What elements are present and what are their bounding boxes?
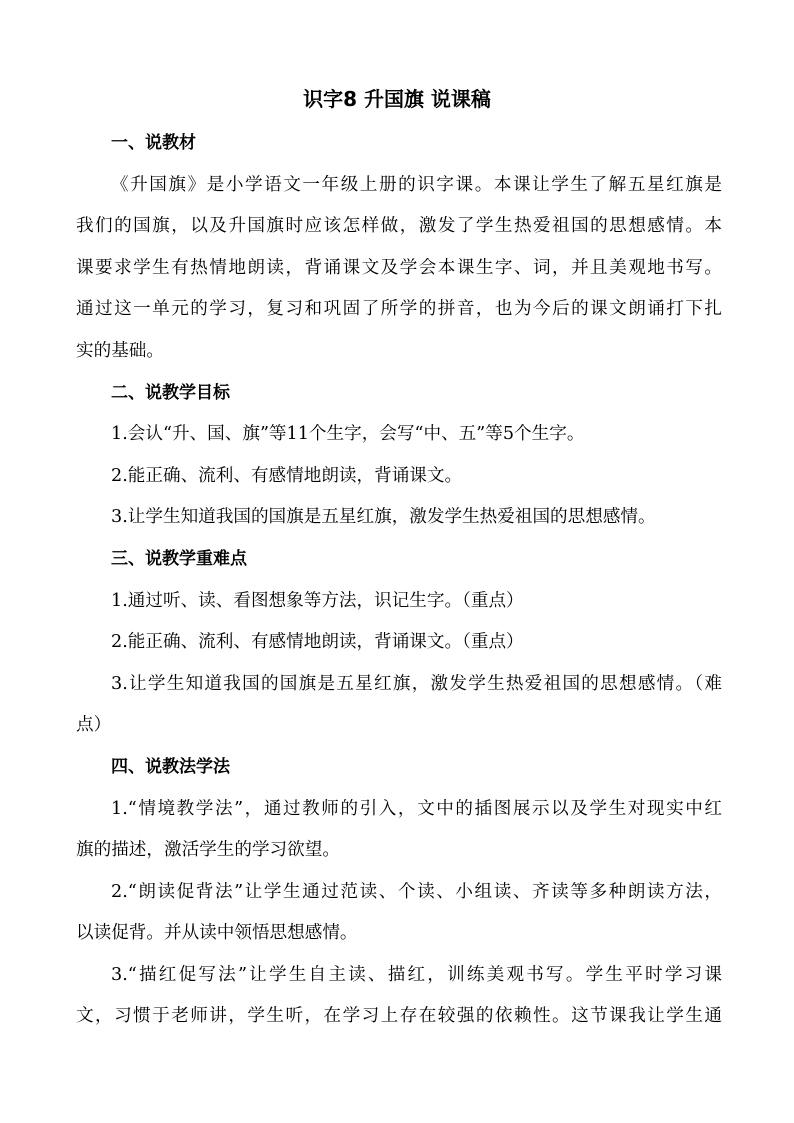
- section-heading-1: 一、说教材: [111, 133, 196, 153]
- section-heading-4: 四、说教法学法: [111, 756, 230, 777]
- list-item: 3.让学生知道我国的国旗是五星红旗，激发学生热爱祖国的思想感情。（难: [111, 673, 722, 694]
- list-item-continuation: 点）: [76, 715, 112, 736]
- list-item-continuation: 以读促背。并从读中领悟思想感情。: [76, 923, 358, 944]
- list-item: 3.“描红促写法”让学生自主读、描红，训练美观书写。学生平时学习课: [111, 964, 722, 985]
- list-item-continuation: 旗的描述，激活学生的学习欲望。: [76, 840, 340, 861]
- section-heading-3: 三、说教学重难点: [111, 548, 247, 569]
- list-item: 1.通过听、读、看图想象等方法，识记生字。（重点）: [111, 590, 524, 611]
- paragraph-line: 《升国旗》是小学语文一年级上册的识字课。本课让学生了解五星红旗是: [111, 174, 722, 195]
- list-item: 1.“情境教学法”，通过教师的引入，文中的插图展示以及学生对现实中红: [111, 798, 722, 819]
- document-title: 识字8 升国旗 说课稿: [303, 87, 491, 111]
- document-body: [76, 123, 722, 1038]
- list-item: 1.会认“升、国、旗”等11个生字，会写“中、五”等5个生字。: [111, 424, 585, 445]
- paragraph-line: 我们的国旗，以及升国旗时应该怎样做，激发了学生热爱祖国的思想感情。本: [76, 216, 722, 237]
- list-item: 2.能正确、流利、有感情地朗读，背诵课文。（重点）: [111, 632, 524, 653]
- list-item: 2.能正确、流利、有感情地朗读，背诵课文。: [111, 465, 463, 486]
- paragraph-line: 实的基础。: [76, 340, 164, 361]
- paragraph-line: 课要求学生有热情地朗读，背诵课文及学会本课生字、词，并且美观地书写。: [76, 257, 722, 278]
- list-item-continuation: 文，习惯于老师讲，学生听，在学习上存在较强的依赖性。这节课我让学生通: [76, 1006, 722, 1027]
- list-item: 3.让学生知道我国的国旗是五星红旗，激发学生热爱祖国的思想感情。: [111, 507, 656, 528]
- paragraph-line: 通过这一单元的学习，复习和巩固了所学的拼音，也为今后的课文朗诵打下扎: [76, 299, 722, 320]
- section-heading-2: 二、说教学目标: [111, 382, 230, 403]
- list-item: 2.“朗读促背法”让学生通过范读、个读、小组读、齐读等多种朗读方法，: [111, 881, 722, 902]
